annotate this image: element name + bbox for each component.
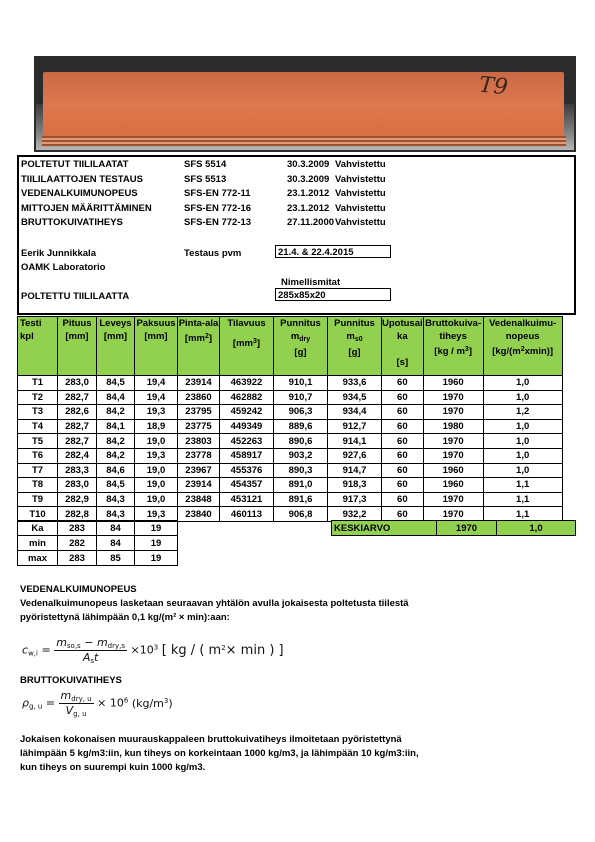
cell-area: 23840 bbox=[178, 507, 220, 522]
cell-length: 283,0 bbox=[58, 376, 97, 391]
standard-status: Vahvistettu bbox=[335, 217, 386, 228]
test-date-label: Testaus pvm bbox=[184, 248, 242, 259]
standard-date: 23.1.2012 bbox=[287, 188, 330, 199]
table-row bbox=[18, 478, 563, 493]
results-table bbox=[17, 316, 563, 522]
section2-title: BRUTTOKUIVATIHEYS bbox=[20, 675, 122, 686]
standard-name: BRUTTOKUIVATIHEYS bbox=[21, 217, 123, 228]
standard-code: SFS 5514 bbox=[184, 159, 227, 170]
cell-absorption-rate: 1,0 bbox=[483, 463, 562, 478]
col-density: Bruttokuiva- tiheys $[kg / m^3]$ bbox=[423, 317, 483, 376]
cell-width: 84,5 bbox=[97, 376, 135, 391]
cell-density: 1970 bbox=[423, 492, 483, 507]
standard-code: SFS 5513 bbox=[184, 173, 227, 185]
nominal-label: Nimellismitat bbox=[281, 277, 341, 288]
cell-absorption-rate: 1,0 bbox=[483, 376, 562, 391]
standard-name: POLTETUT TIILILAATAT bbox=[21, 159, 129, 170]
standard-status: Vahvistettu bbox=[335, 173, 386, 185]
standard-code: SFS-EN 772-16 bbox=[184, 202, 252, 214]
stats-label: min bbox=[18, 536, 58, 551]
standard-row bbox=[21, 187, 576, 201]
stats-value: 84 bbox=[97, 521, 135, 536]
cell-volume: 460113 bbox=[220, 507, 274, 522]
stats-value: 283 bbox=[58, 521, 97, 536]
cell-thickness: 19,4 bbox=[135, 376, 178, 391]
cell-volume: 458917 bbox=[220, 448, 274, 463]
cell-area: 23967 bbox=[178, 463, 220, 478]
cell-absorption-rate: 1,0 bbox=[483, 434, 562, 449]
cell-width: 84,2 bbox=[97, 448, 135, 463]
col-length: Pituus [mm] bbox=[58, 317, 97, 376]
table-row bbox=[18, 419, 563, 434]
cell-volume: 452263 bbox=[220, 434, 274, 449]
cell-mass-dry: 891,0 bbox=[274, 478, 328, 493]
col-volume: Tilavuus $[mm^3]$ bbox=[220, 317, 274, 376]
col-width: Leveys [mm] bbox=[97, 317, 135, 376]
cell-length: 282,7 bbox=[58, 434, 97, 449]
cell-mass-s0: 933,6 bbox=[328, 376, 382, 391]
cell-test-id: T5 bbox=[18, 434, 58, 449]
stats-row bbox=[18, 536, 178, 551]
table-row bbox=[18, 390, 563, 405]
cell-immersion-time: 60 bbox=[382, 478, 424, 493]
cell-mass-s0: 917,3 bbox=[328, 492, 382, 507]
cell-thickness: 18,9 bbox=[135, 419, 178, 434]
cell-absorption-rate: 1,0 bbox=[483, 419, 562, 434]
standard-date: 30.3.2009 bbox=[287, 173, 330, 185]
cell-absorption-rate: 1,1 bbox=[483, 492, 562, 507]
cell-absorption-rate: 1,1 bbox=[483, 478, 562, 493]
cell-area: 23848 bbox=[178, 492, 220, 507]
test-date-box: 21.4. & 22.4.2015 bbox=[275, 245, 391, 258]
cell-immersion-time: 60 bbox=[382, 376, 424, 391]
cell-thickness: 19,4 bbox=[135, 390, 178, 405]
cell-mass-s0: 934,5 bbox=[328, 390, 382, 405]
cell-volume: 453121 bbox=[220, 492, 274, 507]
cell-thickness: 19,3 bbox=[135, 448, 178, 463]
cell-width: 84,1 bbox=[97, 419, 135, 434]
cell-test-id: T6 bbox=[18, 448, 58, 463]
cell-test-id: T2 bbox=[18, 390, 58, 405]
standard-name: MITTOJEN MÄÄRITTÄMINEN bbox=[21, 202, 152, 214]
cell-mass-s0: 914,1 bbox=[328, 434, 382, 449]
cell-mass-dry: 889,6 bbox=[274, 419, 328, 434]
cell-area: 23803 bbox=[178, 434, 220, 449]
standard-code: SFS-EN 772-11 bbox=[184, 188, 251, 199]
table-row bbox=[18, 448, 563, 463]
col-immersion: Upotusai ka [s] bbox=[382, 317, 424, 376]
cell-area: 23775 bbox=[178, 419, 220, 434]
product-name: POLTETTU TIILILAATTA bbox=[21, 291, 130, 302]
section1-title: VEDENALKUIMUNOPEUS bbox=[20, 584, 137, 595]
cell-mass-dry: 903,2 bbox=[274, 448, 328, 463]
cell-mass-s0: 927,6 bbox=[328, 448, 382, 463]
mean-density: 1970 bbox=[437, 521, 497, 536]
cell-area: 23860 bbox=[178, 390, 220, 405]
standard-status: Vahvistettu bbox=[335, 188, 386, 199]
cell-thickness: 19,0 bbox=[135, 434, 178, 449]
cell-thickness: 19,0 bbox=[135, 463, 178, 478]
cell-width: 84,6 bbox=[97, 463, 135, 478]
cell-test-id: T8 bbox=[18, 478, 58, 493]
table-row bbox=[18, 405, 563, 420]
cell-mass-dry: 910,7 bbox=[274, 390, 328, 405]
col-mass-dry: Punnitus $m_{dry}$ [g] bbox=[274, 317, 328, 376]
table-row bbox=[18, 492, 563, 507]
col-thickness: Paksuus [mm] bbox=[135, 317, 178, 376]
standard-code: SFS-EN 772-13 bbox=[184, 217, 252, 228]
table-row bbox=[18, 376, 563, 391]
cell-volume: 462882 bbox=[220, 390, 274, 405]
cell-length: 282,7 bbox=[58, 419, 97, 434]
col-mass-s0: Punnitus $m_{s0}$ [g] bbox=[328, 317, 382, 376]
cell-width: 84,3 bbox=[97, 507, 135, 522]
cell-density: 1970 bbox=[423, 448, 483, 463]
cell-thickness: 19,0 bbox=[135, 478, 178, 493]
cell-thickness: 19,3 bbox=[135, 507, 178, 522]
cell-test-id: T7 bbox=[18, 463, 58, 478]
stats-value: 85 bbox=[97, 551, 135, 566]
col-area: Pinta-ala $[mm^2]$ bbox=[178, 317, 220, 376]
cell-area: 23795 bbox=[178, 405, 220, 420]
cell-mass-dry: 891,6 bbox=[274, 492, 328, 507]
cell-length: 282,7 bbox=[58, 390, 97, 405]
cell-width: 84,3 bbox=[97, 492, 135, 507]
cell-density: 1960 bbox=[423, 463, 483, 478]
standard-name: VEDENALKUIMUNOPEUS bbox=[21, 188, 138, 199]
cell-width: 84,2 bbox=[97, 434, 135, 449]
cell-test-id: T3 bbox=[18, 405, 58, 420]
cell-immersion-time: 60 bbox=[382, 405, 424, 420]
table-row bbox=[18, 463, 563, 478]
cell-area: 23914 bbox=[178, 478, 220, 493]
info-box bbox=[17, 155, 576, 315]
cell-length: 282,6 bbox=[58, 405, 97, 420]
cell-length: 283,3 bbox=[58, 463, 97, 478]
cell-test-id: T9 bbox=[18, 492, 58, 507]
cell-density: 1970 bbox=[423, 507, 483, 522]
cell-length: 282,4 bbox=[58, 448, 97, 463]
stats-value: 282 bbox=[58, 536, 97, 551]
stats-value: 19 bbox=[135, 551, 178, 566]
cell-mass-s0: 912,7 bbox=[328, 419, 382, 434]
stats-row bbox=[18, 521, 178, 536]
cell-mass-dry: 890,3 bbox=[274, 463, 328, 478]
cell-immersion-time: 60 bbox=[382, 419, 424, 434]
cell-immersion-time: 60 bbox=[382, 434, 424, 449]
cell-area: 23778 bbox=[178, 448, 220, 463]
cell-immersion-time: 60 bbox=[382, 448, 424, 463]
tile-edge bbox=[42, 136, 566, 146]
cell-mass-s0: 914,7 bbox=[328, 463, 382, 478]
standard-status: Vahvistettu bbox=[335, 159, 386, 170]
cell-width: 84,4 bbox=[97, 390, 135, 405]
formula-absorption-rate: cw,i = $\frac{\text{mso,s − mdry,s}}{\text{Ast}}$ $\times 10^3$ [ kg / ( $m^2\times \min$ ) ] bbox=[22, 636, 284, 665]
cell-thickness: 19,0 bbox=[135, 492, 178, 507]
closing-text: Jokaisen kokonaisen muurauskappaleen bruttokuivatiheys ilmoitetaan pyöristettynä lähimpään 5 kg/m3:iin, kun tiheys on korkeintaan 1000 kg/m3, ja lähimpään 10 kg/m3:iin, kun tiheys on suurempi kuin 1000 kg/m3. bbox=[20, 734, 419, 773]
cell-absorption-rate: 1,1 bbox=[483, 507, 562, 522]
cell-volume: 449349 bbox=[220, 419, 274, 434]
cell-density: 1970 bbox=[423, 390, 483, 405]
lab-name: OAMK Laboratorio bbox=[21, 262, 106, 273]
stats-label: Ka bbox=[18, 521, 58, 536]
cell-length: 282,9 bbox=[58, 492, 97, 507]
standard-status: Vahvistettu bbox=[335, 202, 386, 214]
cell-mass-dry: 906,8 bbox=[274, 507, 328, 522]
cell-mass-s0: 932,2 bbox=[328, 507, 382, 522]
cell-mass-dry: 890,6 bbox=[274, 434, 328, 449]
cell-width: 84,2 bbox=[97, 405, 135, 420]
stats-table bbox=[17, 520, 178, 566]
cell-test-id: T4 bbox=[18, 419, 58, 434]
cell-immersion-time: 60 bbox=[382, 507, 424, 522]
tile-mark: T9 bbox=[478, 72, 510, 101]
cell-immersion-time: 60 bbox=[382, 492, 424, 507]
cell-immersion-time: 60 bbox=[382, 463, 424, 478]
cell-density: 1980 bbox=[423, 419, 483, 434]
cell-length: 283,0 bbox=[58, 478, 97, 493]
tester-name: Eerik Junnikkala bbox=[21, 248, 96, 259]
cell-volume: 454357 bbox=[220, 478, 274, 493]
cell-absorption-rate: 1,2 bbox=[483, 405, 562, 420]
formula-dry-density: ρg, u = $\frac{\text{mdry, u}}{Vg, u}$ × $10^6$ $(kg/m^3)$ bbox=[22, 689, 173, 718]
standard-date: 27.11.2000 bbox=[287, 217, 335, 228]
cell-test-id: T10 bbox=[18, 507, 58, 522]
standard-row bbox=[21, 202, 576, 216]
standard-row bbox=[21, 216, 576, 230]
cell-length: 282,8 bbox=[58, 507, 97, 522]
mean-label: KESKIARVO bbox=[332, 521, 437, 536]
mean-table bbox=[331, 520, 576, 536]
cell-absorption-rate: 1,0 bbox=[483, 448, 562, 463]
cell-density: 1960 bbox=[423, 478, 483, 493]
cell-mass-s0: 934,4 bbox=[328, 405, 382, 420]
tile-photo bbox=[34, 56, 576, 152]
cell-test-id: T1 bbox=[18, 376, 58, 391]
standard-row bbox=[21, 173, 576, 187]
cell-immersion-time: 60 bbox=[382, 390, 424, 405]
cell-density: 1960 bbox=[423, 376, 483, 391]
stats-value: 283 bbox=[58, 551, 97, 566]
cell-thickness: 19,3 bbox=[135, 405, 178, 420]
cell-volume: 463922 bbox=[220, 376, 274, 391]
col-absorption-rate: Vedenalkuimu- nopeus $[kg/(m^2xmin)]$ bbox=[483, 317, 562, 376]
cell-area: 23914 bbox=[178, 376, 220, 391]
section1-text: Vedenalkuimunopeus lasketaan seuraavan yhtälön avulla jokaisesta poltetusta tiilestä pyöristettynä lähimpään 0,1 kg/(m² × min):aan: bbox=[20, 598, 409, 623]
standard-name: TIILILAATTOJEN TESTAUS bbox=[21, 173, 143, 185]
cell-width: 84,5 bbox=[97, 478, 135, 493]
standard-date: 23.1.2012 bbox=[287, 202, 330, 214]
cell-density: 1970 bbox=[423, 405, 483, 420]
mean-row bbox=[332, 521, 576, 536]
nominal-box: 285x85x20 bbox=[275, 288, 391, 301]
standard-row bbox=[21, 158, 576, 172]
stats-value: 19 bbox=[135, 521, 178, 536]
cell-absorption-rate: 1,0 bbox=[483, 390, 562, 405]
stats-row bbox=[18, 551, 178, 566]
stats-value: 84 bbox=[97, 536, 135, 551]
mean-rate: 1,0 bbox=[497, 521, 576, 536]
standard-date: 30.3.2009 bbox=[287, 159, 330, 170]
cell-density: 1970 bbox=[423, 434, 483, 449]
stats-label: max bbox=[18, 551, 58, 566]
stats-value: 19 bbox=[135, 536, 178, 551]
table-header-row bbox=[18, 317, 563, 376]
table-row bbox=[18, 434, 563, 449]
cell-volume: 455376 bbox=[220, 463, 274, 478]
cell-volume: 459242 bbox=[220, 405, 274, 420]
cell-mass-s0: 918,3 bbox=[328, 478, 382, 493]
col-test: Testi kpl bbox=[18, 317, 58, 376]
cell-mass-dry: 910,1 bbox=[274, 376, 328, 391]
cell-mass-dry: 906,3 bbox=[274, 405, 328, 420]
